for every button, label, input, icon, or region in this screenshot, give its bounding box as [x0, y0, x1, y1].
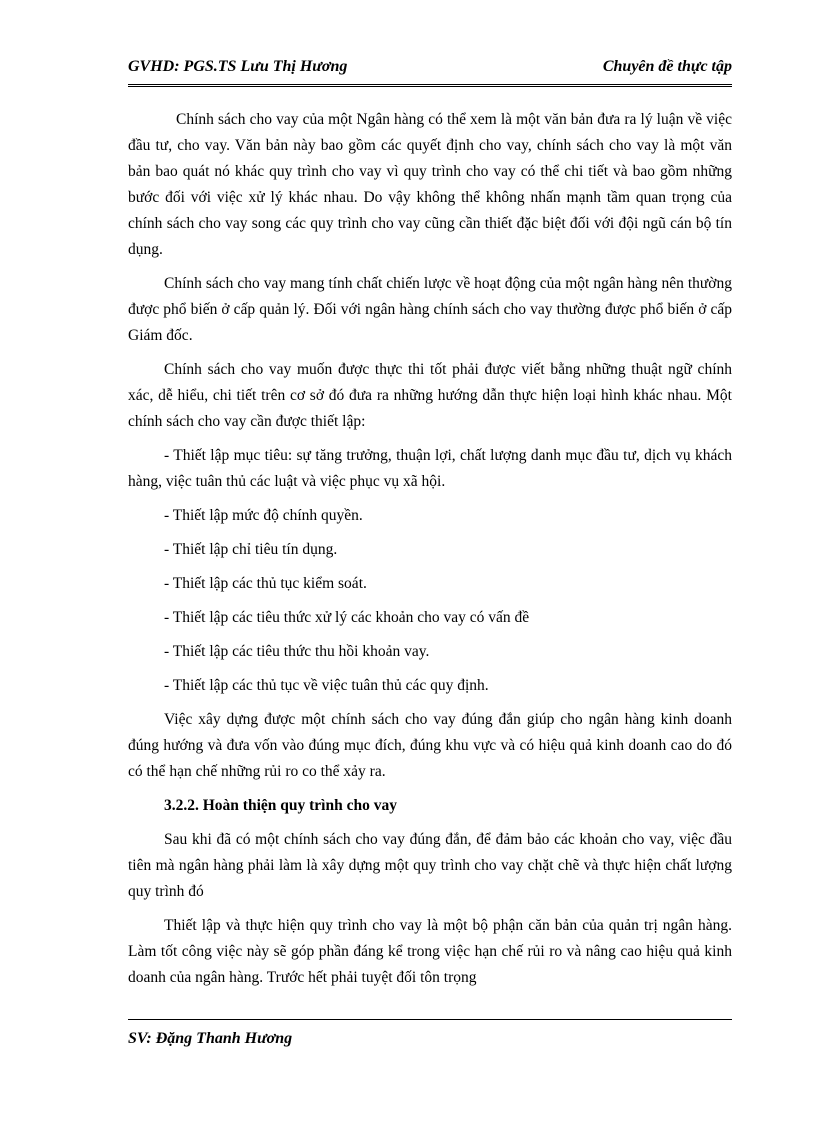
page-body	[128, 107, 732, 999]
section-heading: 3.2.2. Hoàn thiện quy trình cho vay	[164, 797, 397, 814]
header-divider	[128, 84, 732, 87]
header-advisor: GVHD: PGS.TS Lưu Thị Hương	[128, 58, 348, 75]
page-header	[128, 56, 732, 78]
bullet-item: - Thiết lập các tiêu thức xử lý các khoản cho vay có vấn đề	[164, 609, 530, 626]
bullet-item: - Thiết lập mục tiêu: sự tăng trưởng, thuận lợi, chất lượng danh mục đầu tư, dịch vụ khách hàng, việc tuân thủ các luật và việc phục vụ xã hội.	[128, 447, 732, 490]
footer-divider	[128, 1019, 732, 1020]
header-title: Chuyên đề thực tập	[602, 58, 732, 75]
paragraph: Việc xây dựng được một chính sách cho vay đúng đắn giúp cho ngân hàng kinh doanh đúng hướng và đưa vốn vào đúng mục đích, đúng khu vực và có hiệu quả kinh doanh cao do đó có thể hạn chế những rủi ro co thể xảy ra.	[128, 711, 732, 780]
paragraph: Thiết lập và thực hiện quy trình cho vay là một bộ phận căn bản của quản trị ngân hàng. Làm tốt công việc này sẽ góp phần đáng kể trong việc hạn chế rủi ro và nâng cao hiệu quả kinh doanh của ngân hàng. Trước hết phải tuyệt đối tôn trọng	[128, 917, 732, 986]
footer-student: SV: Đặng Thanh Hương	[128, 1030, 293, 1047]
paragraph: Chính sách cho vay muốn được thực thi tốt phải được viết bằng những thuật ngữ chính xác, dễ hiểu, chi tiết trên cơ sở đó đưa ra những hướng dẫn thực hiện loại hình khác nhau. Một chính sách cho vay cần được thiết lập:	[128, 361, 732, 430]
paragraph: Sau khi đã có một chính sách cho vay đúng đắn, để đảm bảo các khoản cho vay, việc đầu tiên mà ngân hàng phải làm là xây dựng một quy trình cho vay chặt chẽ và thực hiện chất lượng quy trình đó	[128, 831, 732, 900]
paragraph: Chính sách cho vay của một Ngân hàng có thể xem là một văn bản đưa ra lý luận về việc đầu tư, cho vay. Văn bản này bao gồm các quyết định cho vay, chính sách cho vay là một văn bản bao quát nó khác quy trình cho vay vì quy trình cho vay có thể chi tiết và bao gồm những bước đối với việc xử lý khác nhau. Do vậy không thể không nhấn mạnh tầm quan trọng của chính sách cho vay song các quy trình cho vay cũng cần thiết đặc biệt đối với đội ngũ cán bộ tín dụng.	[128, 111, 732, 258]
bullet-item: - Thiết lập các thủ tục kiểm soát.	[164, 575, 367, 592]
bullet-item: - Thiết lập các thủ tục về việc tuân thủ các quy định.	[164, 677, 489, 694]
bullet-item: - Thiết lập các tiêu thức thu hồi khoản vay.	[164, 643, 430, 660]
paragraph: Chính sách cho vay mang tính chất chiến lược về hoạt động của một ngân hàng nên thường được phổ biến ở cấp quản lý. Đối với ngân hàng chính sách cho vay thường được phổ biến ở cấp Giám đốc.	[128, 275, 732, 344]
bullet-item: - Thiết lập chỉ tiêu tín dụng.	[164, 541, 338, 558]
page-footer	[128, 1028, 292, 1050]
bullet-item: - Thiết lập mức độ chính quyền.	[164, 507, 363, 524]
